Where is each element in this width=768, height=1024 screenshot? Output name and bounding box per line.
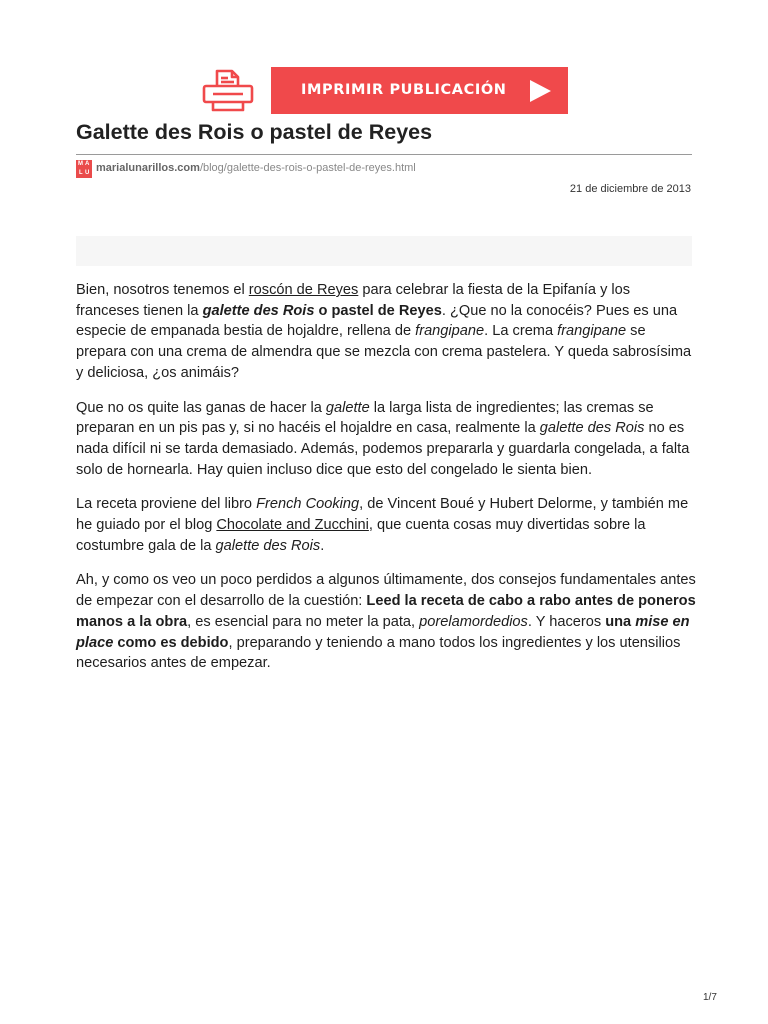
article-paragraph-1: Bien, nosotros tenemos el roscón de Reyes para celebrar la fiesta de la Epifanía y los franceses tienen la galette des Rois o pastel de Reyes. ¿Que no la conocéis? Pues es una especie de empanada bestia de hojaldre, rellena de frangipane. La crema frangipane se prepara con una crema de almendra que se mezcla con crema pastelera. Y queda sabrosísima y deliciosa, ¿os animáis? [76,282,692,381]
printer-icon[interactable] [200,67,256,114]
content-placeholder [76,236,692,266]
article-paragraph-4: Ah, y como os veo un poco perdidos a algunos últimamente, dos consejos fundamentales antes de empezar con el desarrollo de la cuestión: Leed la receta de cabo a rabo antes de poneros manos a la obra, es esencial para no meter la pata, porelamordedios. Y haceros una mise en place como es debido, preparando y teniendo a mano todos los ingredientes y los utensilios necesarios antes de empezar. [76,572,696,672]
site-logo-icon: M A L U [76,160,92,178]
print-publication-bar [200,67,568,114]
title-divider [76,154,692,155]
article-paragraph-3: La receta proviene del libro French Cooking, de Vincent Boué y Hubert Delorme, y también me he guiado por el blog Chocolate and Zucchini, que cuenta cosas muy divertidas sobre la costumbre gala de la galette des Rois. [76,496,689,554]
print-publication-button[interactable] [271,67,568,114]
page-title: Galette des Rois o pastel de Reyes [76,120,433,144]
article-paragraph-2: Que no os quite las ganas de hacer la galette la larga lista de ingredientes; las cremas se preparan en un pis pas y, si no hacéis el hojaldre en casa, realmente la galette des Rois no es nada difícil ni se tarda demasiado. Además, podemos prepararla y guardarla congelada, a falta solo de hornearla. Hay quien incluso dice que esto del congelado le sienta bien. [76,399,690,478]
play-icon [528,79,552,103]
source-url[interactable] [96,162,416,174]
page-number: 1/7 [703,992,717,1003]
article-body [76,280,696,688]
source-path: /blog/galette-des-rois-o-pastel-de-reyes.html [199,162,416,174]
roscon-de-reyes-link[interactable]: roscón de Reyes [248,282,359,298]
publish-date: 21 de diciembre de 2013 [569,183,691,195]
print-publication-label: IMPRIMIR PUBLICACIÓN [301,82,507,98]
chocolate-and-zucchini-link[interactable]: Chocolate and Zucchini [216,517,369,534]
source-domain: marialunarillos.com [96,162,200,174]
